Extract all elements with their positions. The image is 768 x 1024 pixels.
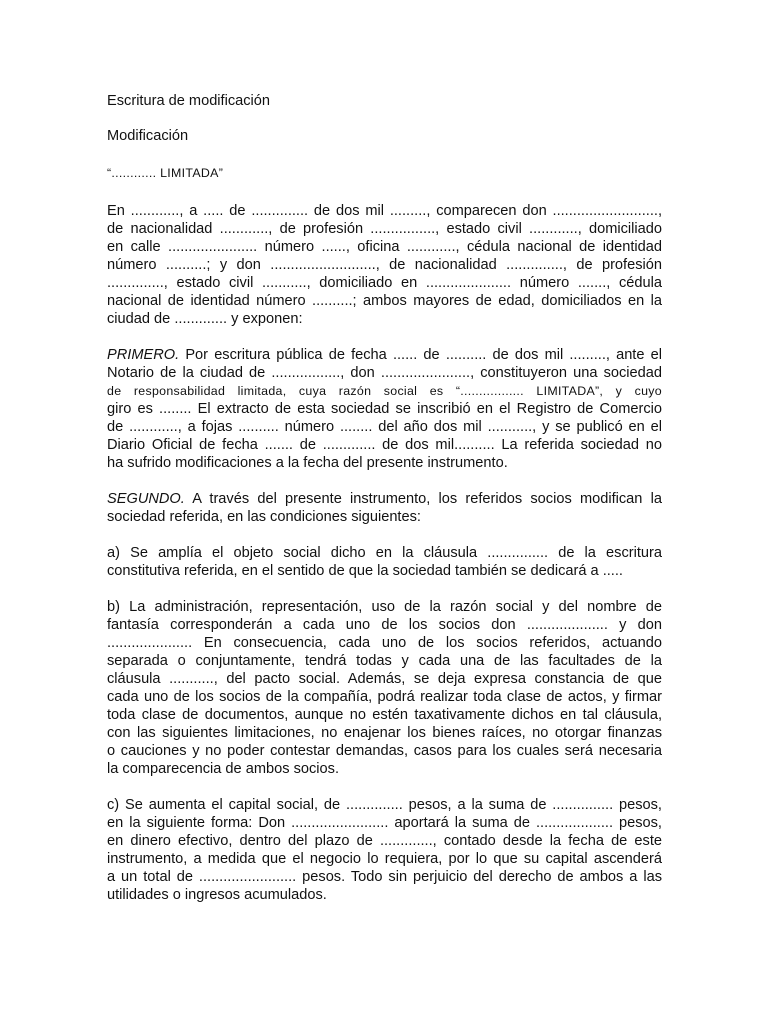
text-line: nacional de identidad número ..........; ambos mayores de edad, domiciliados en la: [107, 293, 662, 309]
text-line: ciudad de ............. y exponen:: [107, 311, 303, 327]
clause-text: A través del presente instrumento, los referidos socios modifican la: [184, 491, 662, 507]
text-line: .............., estado civil ..........., domiciliado en ..................... número ......., cédula: [107, 275, 662, 291]
clause-c-paragraph: [107, 796, 662, 904]
document-title: Escritura de modificación: [107, 93, 271, 109]
text-line: cada uno de los socios de la compañía, podrá realizar toda clase de actos, y firmar: [107, 689, 662, 705]
text-line: de ............, a fojas .......... número ........ del año dos mil ..........., y se publicó en el: [107, 419, 662, 435]
text-line: toda clase de documentos, aunque no estén taxativamente dichos en tal cláusula,: [107, 707, 662, 723]
text-line: constitutiva referida, en el sentido de que la sociedad también se dedicará a .....: [107, 563, 623, 579]
text-line: [107, 490, 662, 508]
text-line: [107, 346, 662, 364]
text-line: fantasía corresponderán a cada uno de los socios don .................... y don: [107, 617, 662, 633]
text-line: c) Se aumenta el capital social, de .............. pesos, a la suma de ............... pesos,: [107, 797, 662, 813]
text-line: Diario Oficial de fecha ....... de ............. de dos mil.......... La referida sociedad no: [107, 437, 662, 453]
document-page: [107, 92, 662, 922]
text-line: b) La administración, representación, uso de la razón social y del nombre de: [107, 599, 662, 615]
text-line: en la siguiente forma: Don ........................ aportará la suma de ................... pesos,: [107, 815, 662, 831]
text-line: a) Se amplía el objeto social dicho en la cláusula ............... de la escritura: [107, 545, 662, 561]
text-line: con las siguientes limitaciones, no enajenar los bienes raíces, no otorgar finanzas: [107, 725, 662, 741]
text-line: a un total de ........................ pesos. Todo sin perjuicio del derecho de ambos a las: [107, 869, 662, 885]
text-line: o cauciones y no poder contestar demandas, casos para los cuales será necesaria: [107, 743, 662, 759]
text-line: instrumento, a medida que el negocio lo requiera, por lo que su capital ascenderá: [107, 851, 662, 867]
intro-paragraph: [107, 202, 662, 328]
text-line: separada o conjuntamente, tendrá todas y cada una de las facultades de la: [107, 653, 662, 669]
text-line: ..................... En consecuencia, cada uno de los socios referidos, actuando: [107, 635, 662, 651]
text-line: giro es ........ El extracto de esta sociedad se inscribió en el Registro de Comercio: [107, 401, 662, 417]
text-line: cláusula ..........., del pacto social. Además, se deja expresa constancia de que: [107, 671, 662, 687]
clause-a-paragraph: [107, 544, 662, 580]
clause-label-primero: PRIMERO.: [107, 347, 180, 363]
text-line: Notario de la ciudad de ................., don ......................, constituyeron una sociedad: [107, 365, 662, 381]
text-line: sociedad referida, en las condiciones siguientes:: [107, 509, 421, 525]
text-line: la comparecencia de ambos socios.: [107, 761, 339, 777]
clause-text: Por escritura pública de fecha ...... de .......... de dos mil ........., ante el: [179, 347, 662, 363]
text-line: ha sufrido modificaciones a la fecha del presente instrumento.: [107, 455, 508, 471]
text-line: en dinero efectivo, dentro del plazo de ............., contado desde la fecha de este: [107, 833, 662, 849]
text-line: de nacionalidad ............, de profesión ................, estado civil ............, domiciliado: [107, 221, 662, 237]
text-line: en calle ...................... número ......, oficina ............, cédula nacional de identidad: [107, 239, 662, 255]
primero-paragraph: [107, 346, 662, 472]
text-line: de responsabilidad limitada, cuya razón social es “................. LIMITADA”, y cuyo: [107, 384, 662, 398]
document-subtitle: Modificación: [107, 128, 189, 144]
segundo-paragraph: [107, 490, 662, 526]
clause-b-paragraph: [107, 598, 662, 778]
text-line: utilidades o ingresos acumulados.: [107, 887, 327, 903]
text-line: número ..........; y don .........................., de nacionalidad .............., de profesión: [107, 257, 662, 273]
clause-label-segundo: SEGUNDO.: [107, 491, 185, 507]
text-line: En ............, a ..... de .............. de dos mil ........., comparecen don ..........................,: [107, 203, 662, 219]
company-name: “............ LIMITADA”: [107, 166, 224, 180]
